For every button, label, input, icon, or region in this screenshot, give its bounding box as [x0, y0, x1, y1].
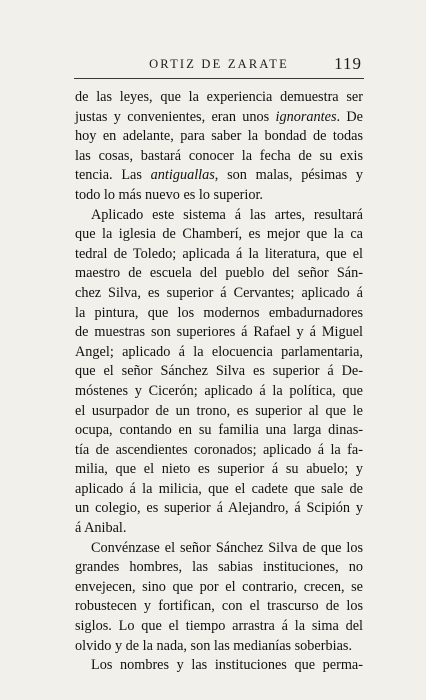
text-line: tedral de Toledo; aplicada á la literatura, que el	[75, 245, 363, 262]
text-line: envejecen, sino que por el contrario, crecen, se	[75, 578, 363, 595]
text-line: de las leyes, que la experiencia demuestra ser	[75, 89, 363, 105]
text-line: grandes hombres, las sabias instituciones, no	[75, 559, 363, 576]
header-rule	[74, 78, 364, 79]
text-line: Angel; aplicado á la elocuencia parlamentaria,	[75, 343, 363, 360]
page-header	[74, 55, 364, 75]
text-line: Los nombres y las instituciones que perma-	[91, 657, 363, 674]
text-line: que el señor Sánchez Silva es superior á De-	[75, 363, 363, 380]
text-line: olvido y de la nada, son las medianías soberbias.	[75, 637, 353, 654]
text-line: de muestras son superiores á Rafael y á Miguel	[75, 324, 363, 341]
text-line: ocupa, contando en su familia una larga dinas-	[75, 422, 363, 439]
text-line: chez Silva, es superior á Cervantes; aplicado á	[75, 284, 363, 301]
text-line: tía de ascendientes coronados; aplicado á la fa-	[75, 441, 363, 458]
text-line: justas y convenientes, eran unos ignorantes. De	[75, 108, 363, 125]
running-title: ORTIZ DE ZARATE	[149, 57, 289, 71]
text-line: milia, que el nieto es superior á su abuelo; y	[75, 461, 363, 478]
page-number: 119	[334, 54, 362, 73]
italic-word: antiguallas	[150, 167, 215, 184]
text-line: hoy en adelante, para saber la bondad de todas	[75, 128, 363, 145]
text-line: á Anibal.	[75, 520, 127, 537]
text-line: siglos. Lo que el tiempo arrastra á la sima del	[75, 618, 363, 635]
text-line: robustecen y fortifican, con el trascurso de los	[75, 598, 363, 615]
text-line: las cosas, bastará conocer la fecha de su exis	[75, 147, 363, 164]
text-line: Aplicado este sistema á las artes, resultará	[91, 206, 363, 223]
text-line: que la iglesia de Chamberí, es mejor que la ca	[75, 226, 363, 243]
text-line: maestro de escuela del pueblo del señor Sán-	[75, 265, 363, 282]
italic-word: ignorantes	[275, 108, 337, 125]
text-line: todo lo más nuevo es lo superior.	[75, 186, 263, 203]
text-line: aplicado á la milicia, que el cadete que sale de	[75, 480, 363, 497]
text-line: móstenes y Cicerón; aplicado á la política, que	[75, 382, 363, 399]
text-line: el usurpador de un trono, es superior al que le	[75, 402, 363, 419]
text-line: Convénzase el señor Sánchez Silva de que los	[91, 539, 363, 556]
text-line: tencia. Las antiguallas, son malas, pésimas y	[75, 167, 363, 184]
text-line: la pintura, que los modernos embadurnadores	[75, 304, 363, 321]
body-text	[75, 88, 363, 676]
text-line: un colegio, es superior á Alejandro, á Scipión y	[75, 500, 363, 517]
